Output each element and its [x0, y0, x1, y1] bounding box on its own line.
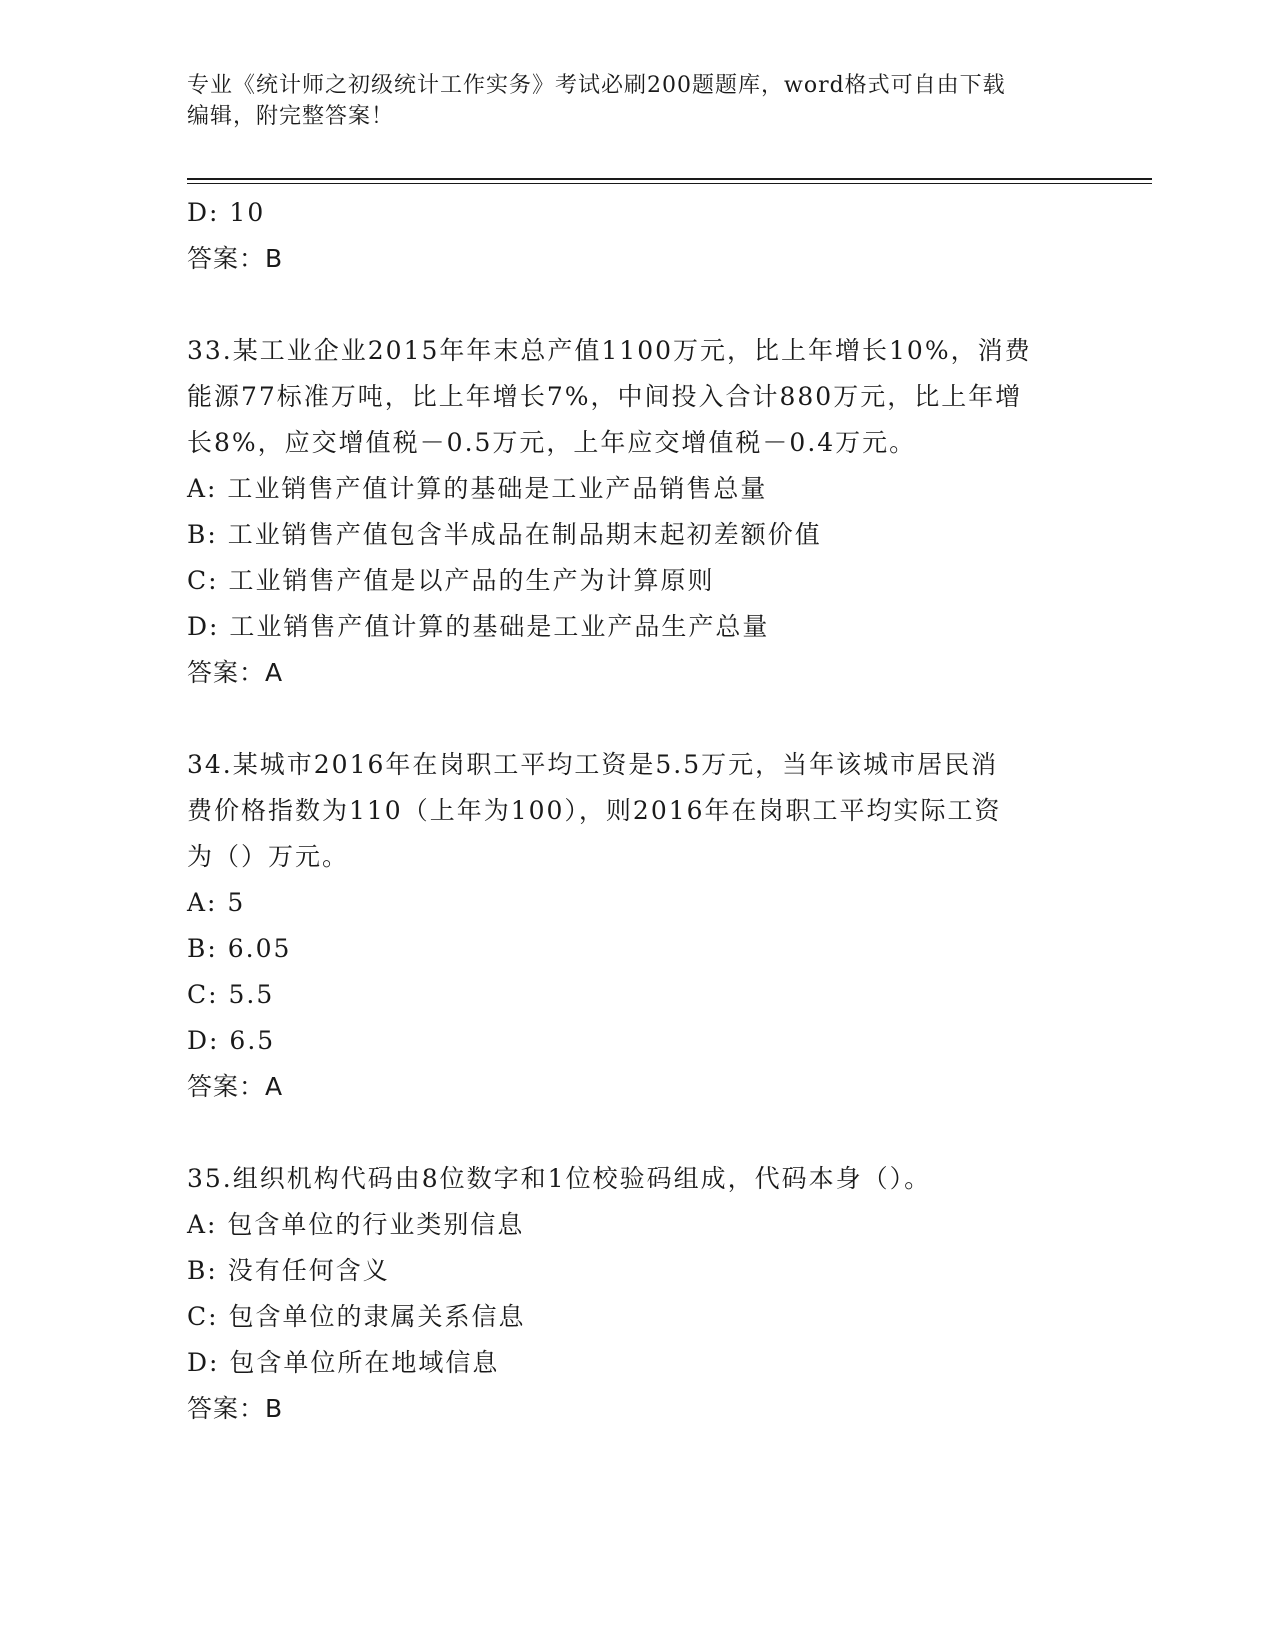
question-stem-line: 长8%，应交增值税－0.5万元，上年应交增值税－0.4万元。	[187, 428, 917, 457]
option-d: D: 包含单位所在地域信息	[187, 1348, 500, 1377]
question-stem-line: 34.某城市2016年在岗职工平均工资是5.5万元，当年该城市居民消	[187, 750, 999, 779]
document-body	[187, 190, 1077, 1432]
question-stem-line: 33.某工业企业2015年年末总产值1100万元，比上年增长10%，消费	[187, 336, 1032, 365]
document-header	[187, 70, 1067, 132]
header-divider-thick	[187, 178, 1152, 180]
option-c: C: 工业销售产值是以产品的生产为计算原则	[187, 566, 715, 595]
question-34	[187, 742, 1077, 1110]
option-a: A: 5	[187, 888, 246, 917]
header-line-1: 专业《统计师之初级统计工作实务》考试必刷200题题库，word格式可自由下载	[187, 73, 1006, 98]
option-d: D: 6.5	[187, 1026, 276, 1055]
header-line-2: 编辑，附完整答案！	[187, 104, 395, 129]
option-b: B: 工业销售产值包含半成品在制品期末起初差额价值	[187, 520, 822, 549]
option-c: C: 包含单位的隶属关系信息	[187, 1302, 526, 1331]
question-33	[187, 328, 1077, 696]
prev-answer: 答案：B	[187, 244, 284, 273]
question-stem-line: 35.组织机构代码由8位数字和1位校验码组成，代码本身（）。	[187, 1164, 932, 1193]
option-b: B: 6.05	[187, 934, 292, 963]
answer: 答案：A	[187, 658, 284, 687]
option-c: C: 5.5	[187, 980, 275, 1009]
option-a: A: 包含单位的行业类别信息	[187, 1210, 525, 1239]
question-stem-line: 费价格指数为110（上年为100），则2016年在岗职工平均实际工资	[187, 796, 1002, 825]
question-stem-line: 能源77标准万吨，比上年增长7%，中间投入合计880万元，比上年增	[187, 382, 1023, 411]
header-divider-thin	[187, 183, 1152, 184]
question-stem-line: 为（）万元。	[187, 842, 350, 871]
answer: 答案：A	[187, 1072, 284, 1101]
prev-option-d: D: 10	[187, 198, 266, 227]
answer: 答案：B	[187, 1394, 284, 1423]
option-b: B: 没有任何含义	[187, 1256, 390, 1285]
option-d: D: 工业销售产值计算的基础是工业产品生产总量	[187, 612, 770, 641]
option-a: A: 工业销售产值计算的基础是工业产品销售总量	[187, 474, 768, 503]
question-35	[187, 1156, 1077, 1432]
